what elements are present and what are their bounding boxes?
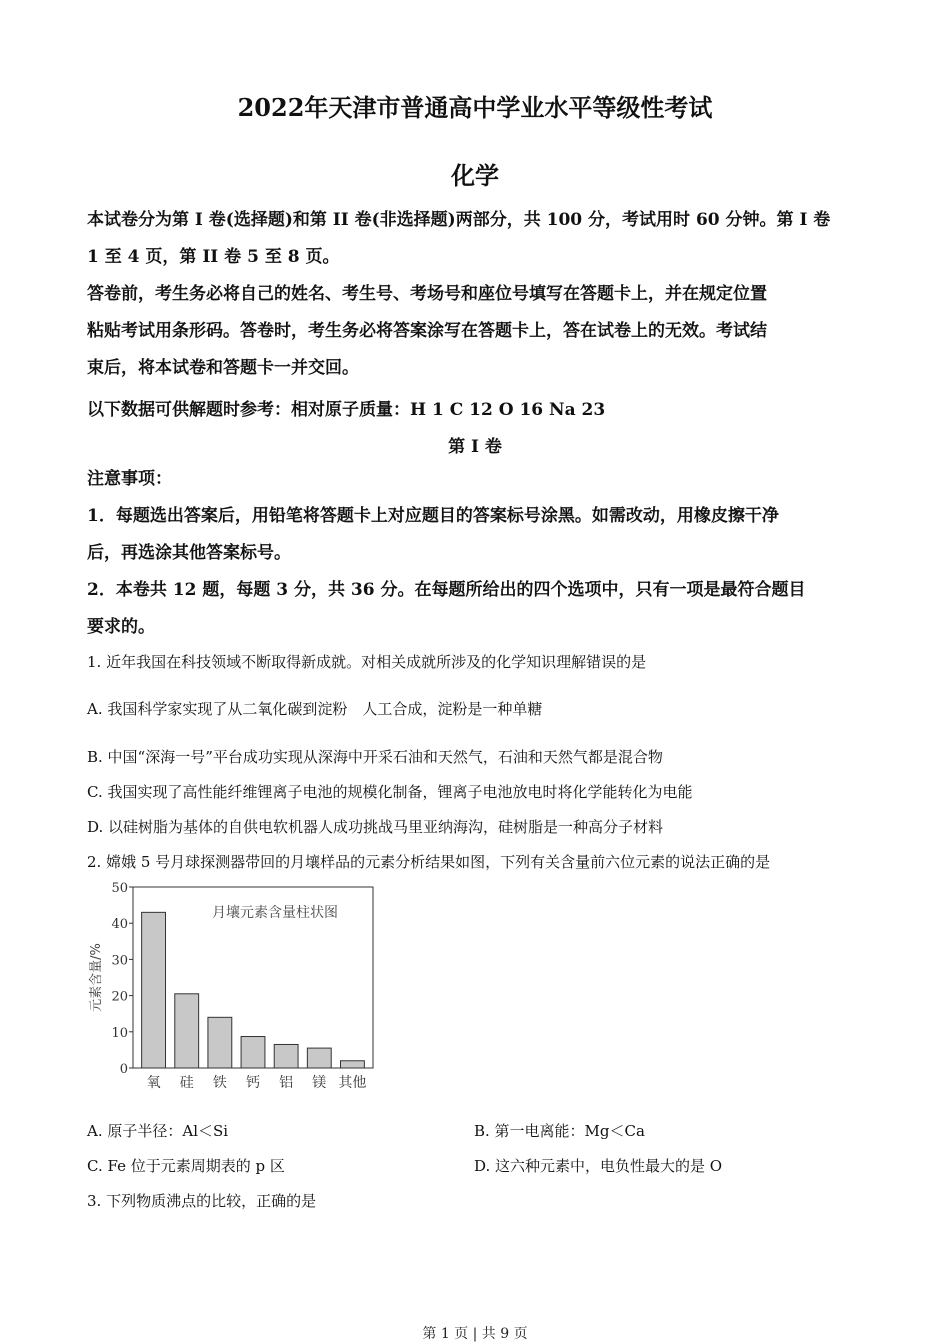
notice-line: 要求的。 <box>87 617 155 637</box>
notice-line: 2．本卷共 12 题，每题 3 分，共 36 分。在每题所给出的四个选项中，只有一项是最符合题目 <box>87 580 806 600</box>
y-tick-label: 20 <box>111 989 128 1005</box>
bar <box>142 912 166 1068</box>
question-2-stem: 2. 嫦娥 5 号月球探测器带回的月壤样品的元素分析结果如图，下列有关含量前六位元素的说法正确的是 <box>87 853 771 871</box>
intro-paragraph <box>87 202 867 387</box>
bar <box>208 1017 232 1068</box>
x-tick-label: 其他 <box>338 1075 367 1091</box>
y-tick-label: 10 <box>111 1025 128 1041</box>
question-3-stem: 3. 下列物质沸点的比较，正确的是 <box>87 1192 317 1210</box>
y-tick-label: 30 <box>111 953 128 969</box>
notice-line: 1．每题选出答案后，用铅笔将答题卡上对应题目的答案标号涂黑。如需改动，用橡皮擦干净 <box>87 506 779 526</box>
notice-block <box>87 461 867 646</box>
x-tick-label: 铝 <box>279 1075 294 1091</box>
y-tick-label: 40 <box>111 917 128 933</box>
intro-line: 1 至 4 页，第 II 卷 5 至 8 页。 <box>87 247 340 267</box>
intro-line: 本试卷分为第 I 卷(选择题)和第 II 卷(非选择题)两部分，共 100 分，考试用时 60 分钟。第 I 卷 <box>87 210 831 230</box>
question-1-option-b: B. 中国“深海一号”平台成功实现从深海中开采石油和天然气，石油和天然气都是混合物 <box>87 748 663 766</box>
x-tick-label: 氧 <box>146 1075 161 1091</box>
x-tick-label: 铁 <box>212 1075 227 1091</box>
bar <box>274 1044 298 1068</box>
x-tick-label: 硅 <box>179 1075 194 1091</box>
bar <box>340 1061 364 1068</box>
question-1-option-c: C. 我国实现了高性能纤维锂离子电池的规模化制备，锂离子电池放电时将化学能转化为电能 <box>87 783 693 801</box>
exam-title: 2022年天津市普通高中学业水平等级性考试 <box>237 93 713 122</box>
question-1-option-d: D. 以硅树脂为基体的自供电软机器人成功挑战马里亚纳海沟，硅树脂是一种高分子材料 <box>87 818 664 836</box>
question-2-option-b: B. 第一电离能：Mg＜Ca <box>474 1122 645 1140</box>
section-title: 第 I 卷 <box>448 437 502 457</box>
question-2-option-a: A. 原子半径：Al＜Si <box>87 1122 229 1140</box>
intro-line: 粘贴考试用条形码。答卷时，考生务必将答案涂写在答题卡上，答在试卷上的无效。考试结 <box>87 321 767 341</box>
element-content-bar-chart <box>85 872 385 1094</box>
x-tick-label: 钙 <box>246 1075 260 1091</box>
y-axis-label: 元素含量/% <box>89 943 104 1012</box>
subject-title: 化学 <box>451 161 499 190</box>
bar <box>175 994 199 1068</box>
intro-line: 答卷前，考生务必将自己的姓名、考生号、考场号和座位号填写在答题卡上，并在规定位置 <box>87 284 767 304</box>
page-footer: 第 1 页 | 共 9 页 <box>422 1326 528 1342</box>
notice-title: 注意事项： <box>87 469 172 489</box>
question-2-option-d: D. 这六种元素中，电负性最大的是 O <box>474 1157 723 1175</box>
bar <box>241 1037 265 1068</box>
y-tick-label: 0 <box>119 1062 128 1077</box>
chart-title: 月壤元素含量柱状图 <box>212 905 338 921</box>
x-tick-label: 镁 <box>312 1075 327 1091</box>
question-1-option-a: A. 我国科学家实现了从二氧化碳到淀粉 人工合成，淀粉是一种单糖 <box>87 700 543 718</box>
intro-line: 束后，将本试卷和答题卡一并交回。 <box>87 358 359 378</box>
question-1-stem: 1. 近年我国在科技领域不断取得新成就。对相关成就所涉及的化学知识理解错误的是 <box>87 653 647 671</box>
bar <box>307 1048 331 1068</box>
question-2-option-c: C. Fe 位于元素周期表的 p 区 <box>87 1157 285 1175</box>
atomic-mass-note: 以下数据可供解题时参考：相对原子质量：H 1 C 12 O 16 Na 23 <box>87 400 606 420</box>
notice-line: 后，再选涂其他答案标号。 <box>87 543 291 563</box>
y-tick-label: 50 <box>111 881 128 896</box>
